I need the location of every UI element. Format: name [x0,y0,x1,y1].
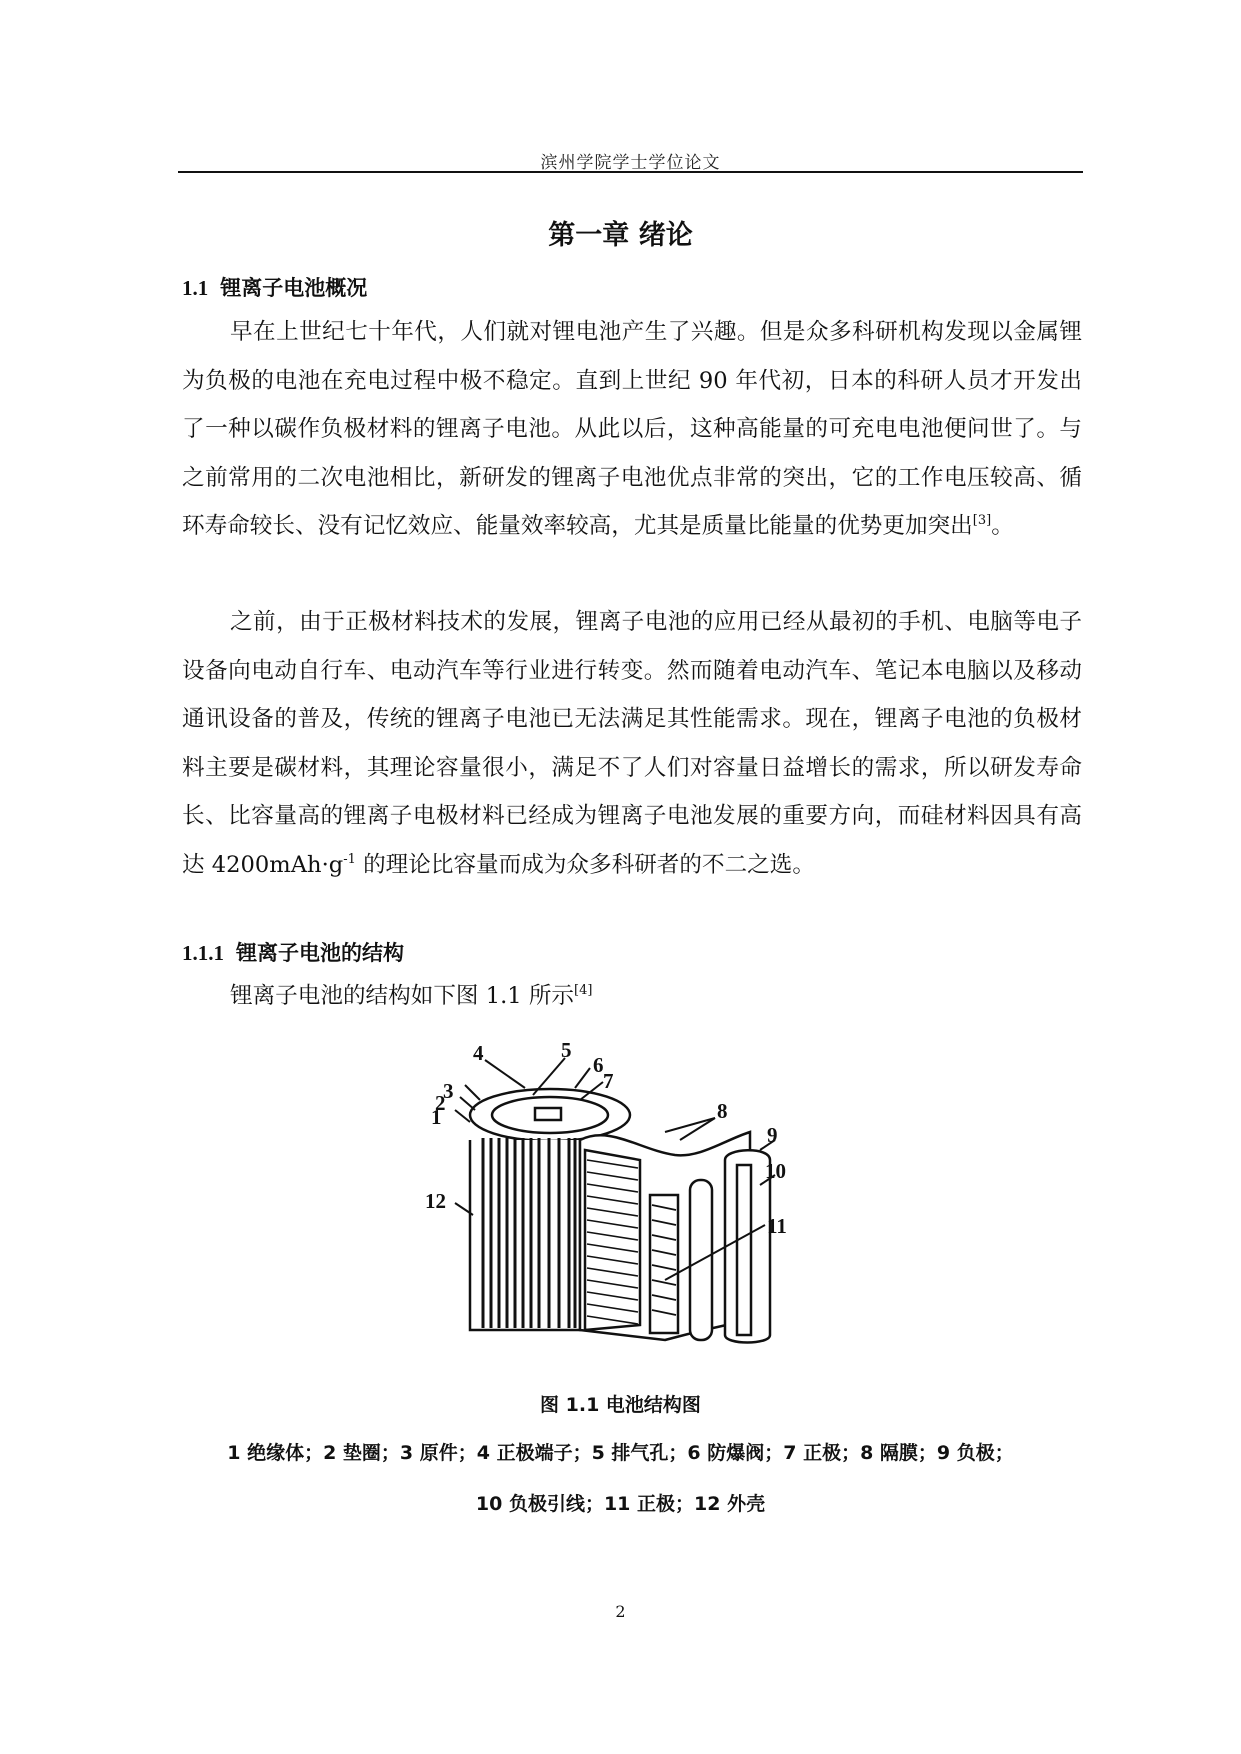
paragraph-2-text-b: 的理论比容量而成为众多科研者的不二之选。 [355,851,815,878]
paragraph-1 [182,308,1082,551]
callout-5: 5 [561,1040,572,1062]
callout-12: 12 [425,1189,446,1213]
figure-caption: 图 1.1 电池结构图 [540,1394,701,1416]
paragraph-1-text: 早在上世纪七十年代，人们就对锂电池产生了兴趣。但是众多科研机构发现以金属锂为负极的电池在充电过程中极不稳定。直到上世纪 90 年代初，日本的科研人员才开发出了一种以碳作负极材料的锂离子电池。从此以后，这种高能量的可充电电池便问世了。与之前常用的二次电池相比，新研发的锂离子电池优点非常的突出，它的工作电压较高、循环寿命较长、没有记忆效应、能量效率较高，尤其是质量比能量的优势更加突出 [182,319,1082,539]
chapter-title: 第一章 绪论 [548,220,693,251]
header-rule [178,171,1083,173]
citation-3: [3] [972,513,992,528]
page-number: 2 [615,1602,626,1621]
paragraph-3-text: 锂离子电池的结构如下图 1.1 所示 [230,983,575,1009]
positive-electrode-sheet [585,1150,640,1330]
section-title: 锂离子电池概况 [220,276,368,300]
section-heading-1-1 [182,272,367,302]
paragraph-1-end: 。 [991,513,1014,539]
callout-4: 4 [473,1041,484,1065]
callout-8: 8 [717,1099,728,1123]
callout-2: 2 [435,1091,446,1115]
section-number: 1.1 [182,276,209,300]
figure-legend-line-2: 10 负极引线；11 正极；12 外壳 [475,1493,766,1515]
battery-structure-figure [425,1040,885,1360]
callout-1: 1 [431,1105,442,1129]
negative-lead [737,1165,751,1335]
positive-terminal [535,1108,561,1120]
callout-6: 6 [593,1053,604,1077]
callout-10: 10 [765,1159,786,1183]
outer-shell [470,1140,580,1330]
callout-9: 9 [767,1123,778,1147]
callout-11: 11 [767,1214,787,1238]
section-title: 锂离子电池的结构 [236,941,404,965]
callout-3: 3 [443,1079,454,1103]
section-number: 1.1.1 [182,941,224,965]
paragraph-2 [182,598,1082,889]
running-header: 滨州学院学士学位论文 [540,153,721,173]
section-heading-1-1-1 [182,937,404,967]
callout-7: 7 [603,1069,614,1093]
paragraph-3 [182,972,1082,1021]
citation-4: [4] [574,983,593,998]
superscript-exponent: -1 [343,851,356,867]
figure-legend-line-1: 1 绝缘体；2 垫圈；3 原件；4 正极端子；5 排气孔；6 防爆阀；7 正极；8 隔膜；9 负极； [227,1442,1014,1464]
paragraph-2-text-a: 之前，由于正极材料技术的发展，锂离子电池的应用已经从最初的手机、电脑等电子设备向电动自行车、电动汽车等行业进行转变。然而随着电动汽车、笔记本电脑以及移动通讯设备的普及，传统的锂离子电池已无法满足其性能需求。现在，锂离子电池的负极材料主要是碳材料，其理论容量很小，满足不了人们对容量日益增长的需求，所以研发寿命长、比容量高的锂离子电极材料已经成为锂离子电池发展的重要方向，而硅材料因具有高达 4200mAh·g [182,609,1082,878]
